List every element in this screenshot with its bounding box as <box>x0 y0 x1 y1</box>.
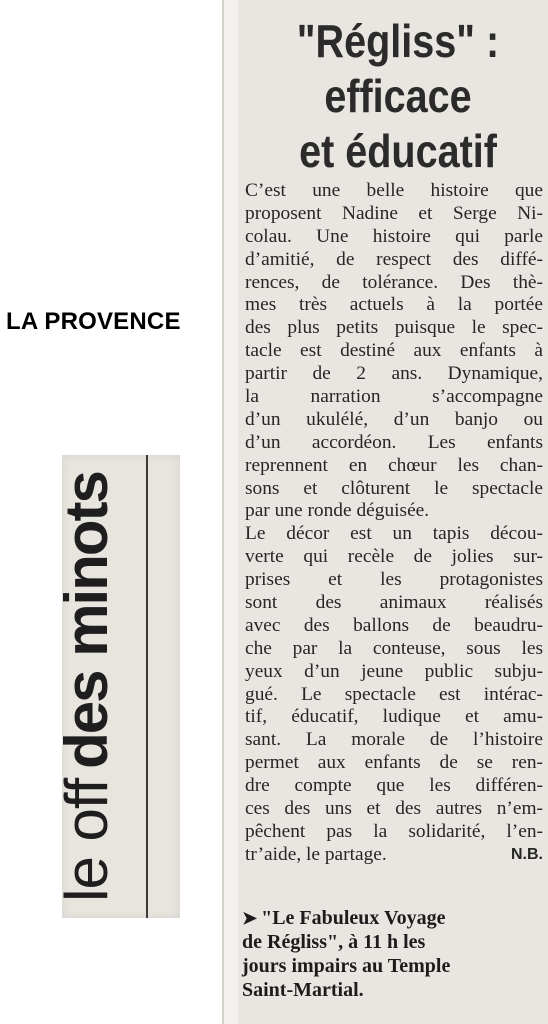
section-heading <box>52 472 121 902</box>
section-heading-light: le off <box>53 778 121 902</box>
headline-line: et éducatif <box>299 125 497 177</box>
body-line: sons et clôturent le spectacle <box>245 477 543 499</box>
body-last-line: tr’aide, le partage. <box>245 843 387 865</box>
section-heading-bold: des minots <box>53 471 121 769</box>
event-info <box>242 906 542 1002</box>
vertical-rule <box>146 455 148 918</box>
paper-edge <box>224 0 238 1024</box>
body-line: che par la conteuse, sous les <box>245 637 543 659</box>
article-body <box>245 180 543 867</box>
event-info-line: Saint-Martial. <box>242 979 364 1001</box>
closing-line <box>245 844 543 867</box>
article-headline <box>269 14 527 179</box>
body-line: d’amitié, de respect des diffé- <box>245 248 543 270</box>
headline-line: efficace <box>324 70 472 122</box>
body-line: permet aux enfants de se ren- <box>245 752 543 774</box>
body-line: tif, éducatif, ludique et amu- <box>245 706 543 728</box>
body-line: ces des uns et des autres n’em- <box>245 798 543 820</box>
body-line: verte qui recèle de jolies sur- <box>245 546 543 568</box>
body-line: par une ronde déguisée. <box>245 500 430 522</box>
section-clipping <box>53 455 180 918</box>
arrow-icon: ➤ <box>242 908 258 928</box>
body-line: d’un accordéon. Les enfants <box>245 431 543 453</box>
author-initials: N.B. <box>511 845 543 863</box>
body-line: d’un ukulélé, d’un banjo ou <box>245 408 543 430</box>
body-line: proposent Nadine et Serge Ni- <box>245 202 543 224</box>
body-line: yeux d’un jeune public subju- <box>245 660 543 682</box>
body-line: rences, de tolérance. Des thè- <box>245 271 543 293</box>
event-info-line: jours impairs au Temple <box>242 955 451 977</box>
body-line: reprennent en chœur les chan- <box>245 454 543 476</box>
source-label: LA PROVENCE <box>6 308 181 335</box>
body-line: partir de 2 ans. Dynamique, <box>245 363 543 385</box>
body-line: avec des ballons de beaudru- <box>245 614 543 636</box>
body-line: pêchent pas la solidarité, l’en- <box>245 820 543 842</box>
body-line: tacle est destiné aux enfants à <box>245 340 543 362</box>
body-line: prises et les protagonistes <box>245 569 543 591</box>
body-line: gué. Le spectacle est intérac- <box>245 683 543 705</box>
body-line: sont des animaux réalisés <box>245 592 543 614</box>
body-line: Le décor est un tapis décou- <box>245 523 543 545</box>
headline-line: "Régliss" : <box>296 15 500 67</box>
body-line: C’est une belle histoire que <box>245 180 543 201</box>
event-info-line: de Régliss", à 11 h les <box>242 931 426 953</box>
article-clipping <box>222 0 548 1024</box>
body-line: dre compte que les différen- <box>245 775 543 797</box>
body-line: la narration s’accompagne <box>245 386 543 408</box>
body-line: sant. La morale de l’histoire <box>245 729 543 751</box>
event-info-line: "Le Fabuleux Voyage <box>261 907 446 929</box>
body-line: mes très actuels à la portée <box>245 294 543 316</box>
body-line: des plus petits puisque le spec- <box>245 317 543 339</box>
body-line: colau. Une histoire qui parle <box>245 225 543 247</box>
